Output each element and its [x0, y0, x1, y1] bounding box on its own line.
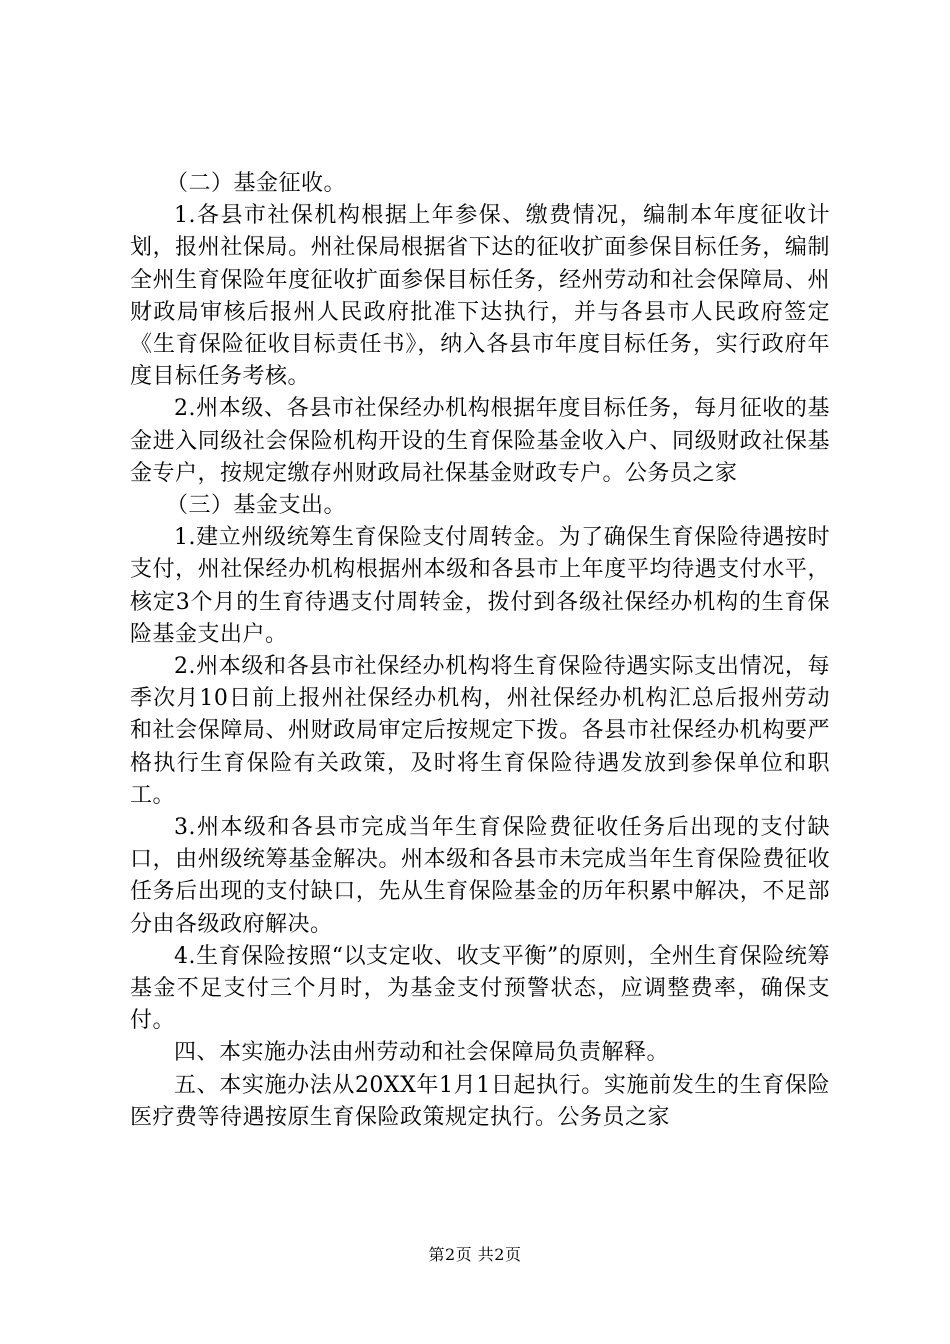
paragraph-expenditure-item-1: 1.建立州级统筹生育保险支付周转金。为了确保生育保险待遇按时支付，州社保经办机构根据州本级和各县市上年度平均待遇支付水平，核定3个月的生育待遇支付周转金，拨付到各级社保经办机构的生育保险基金支出户。 [130, 525, 830, 647]
paragraph-expenditure-item-4: 4.生育保险按照“以支定收、收支平衡”的原则，全州生育保险统筹基金不足支付三个月时，为基金支付预警状态，应调整费率，确保支付。 [130, 943, 830, 1034]
section-heading-fund-collection: （二）基金征收。 [166, 171, 347, 196]
paragraph-expenditure-item-2: 2.州本级和各县市社保经办机构将生育保险待遇实际支出情况，每季次月10日前上报州社保经办机构，州社保经办机构汇总后报州劳动和社会保障局、州财政局审定后按规定下拨。各县市社保经办机构要严格执行生育保险有关政策，及时将生育保险待遇发放到参保单位和职工。 [130, 654, 830, 808]
paragraph-article-4: 四、本实施办法由州劳动和社会保障局负责解释。 [174, 1040, 670, 1066]
document-body [130, 168, 830, 1134]
paragraph-collection-item-2: 2.州本级、各县市社保经办机构根据年度目标任务，每月征收的基金进入同级社会保险机构开设的生育保险基金收入户、同级财政社保基金专户，按规定缴存州财政局社保基金财政专户。公务员之家 [130, 396, 830, 486]
paragraph-expenditure-item-3: 3.州本级和各县市完成当年生育保险费征收任务后出现的支付缺口，由州级统筹基金解决。州本级和各县市未完成当年生育保险费征收任务后出现的支付缺口，先从生育保险基金的历年积累中解决，不足部分由各级政府解决。 [130, 815, 830, 937]
paragraph-article-5: 五、本实施办法从20XX年1月1日起执行。实施前发生的生育保险医疗费等待遇按原生育保险政策规定执行。公务员之家 [130, 1072, 830, 1130]
page-number-footer: 第2页 共2页 [428, 1245, 522, 1264]
section-heading-fund-expenditure: （三）基金支出。 [166, 493, 347, 519]
paragraph-collection-item-1: 1.各县市社保机构根据上年参保、缴费情况，编制本年度征收计划，报州社保局。州社保局根据省下达的征收扩面参保目标任务，编制全州生育保险年度征收扩面参保目标任务，经州劳动和社会保障局、州财政局审核后报州人民政府批准下达执行，并与各县市人民政府签定《生育保险征收目标责任书》，纳入各县市年度目标任务，实行政府年度目标任务考核。 [130, 203, 830, 390]
